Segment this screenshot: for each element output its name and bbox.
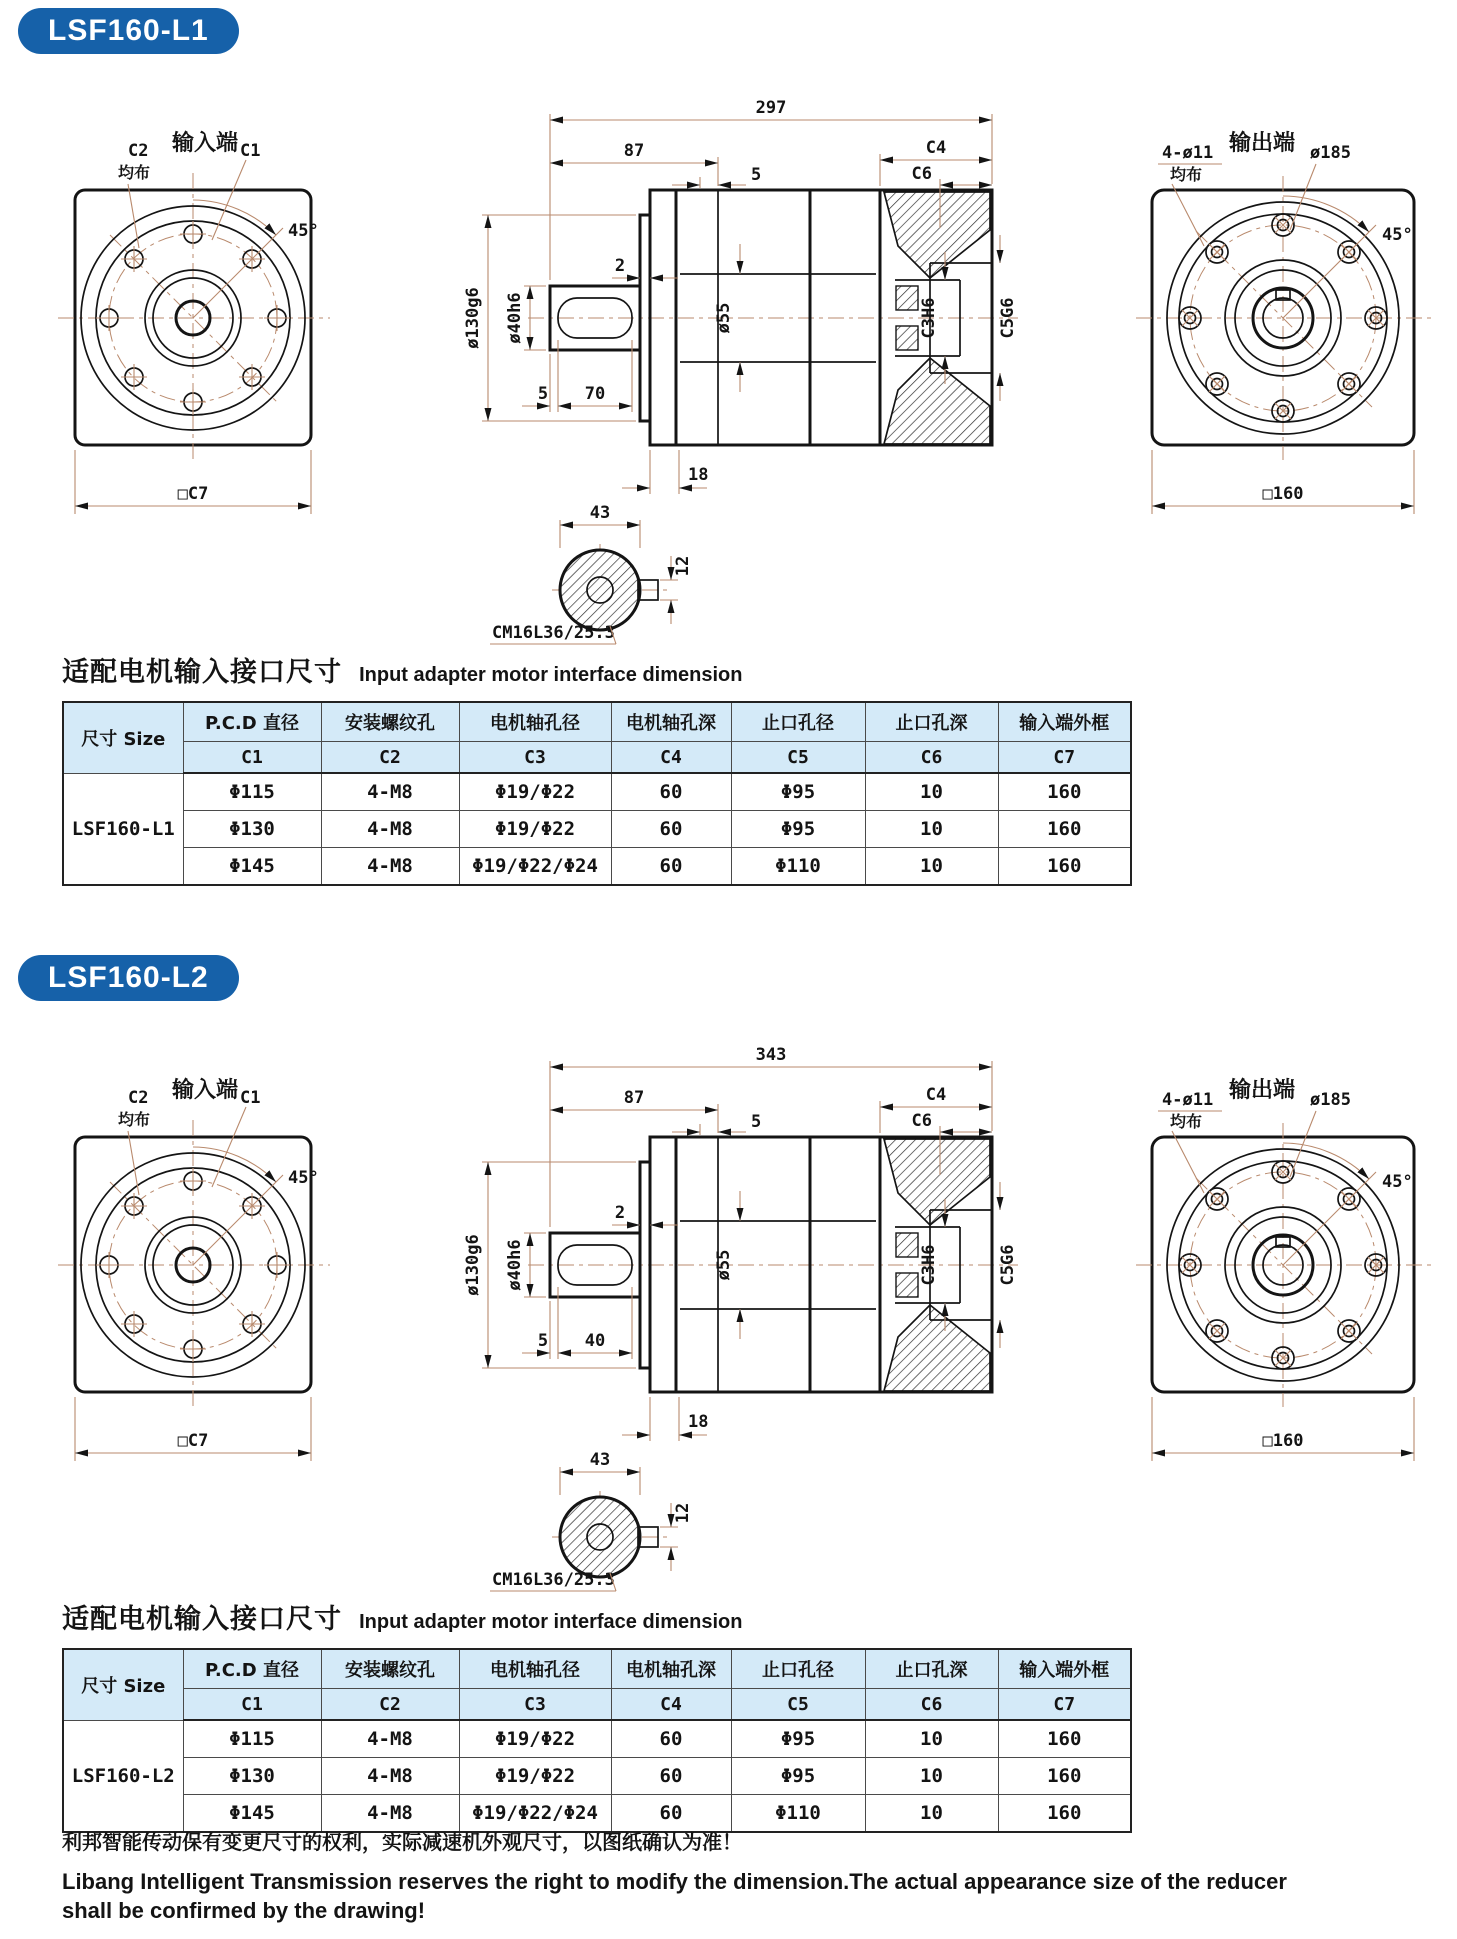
table-cell: Φ95: [731, 773, 865, 811]
table-cell: Φ95: [731, 1758, 865, 1795]
dia-130g6-dim: ø130g6: [463, 1234, 483, 1296]
disclaimer-cn: 利邦智能传动保有变更尺寸的权利，实际减速机外观尺寸，以图纸确认为准！: [62, 1830, 742, 1854]
row-label: LSF160-L2: [63, 1720, 183, 1832]
output-end-title: 输出端: [1228, 131, 1296, 156]
dia-55-dim: ø55: [714, 1249, 734, 1281]
header-col: 输入端外框: [998, 702, 1131, 742]
header-col: 止口孔径: [731, 702, 865, 742]
input-end-view: [58, 130, 330, 514]
dim-5-key: 5: [537, 1331, 549, 1351]
dim-87: 87: [623, 141, 645, 161]
table-cell: 60: [611, 1720, 731, 1758]
header-col: 安装螺纹孔: [321, 1649, 459, 1689]
row-label: LSF160-L1: [63, 773, 183, 885]
header-code: C5: [731, 1689, 865, 1721]
dia-40h6-dim: ø40h6: [505, 1239, 525, 1291]
table-cell: 4-M8: [321, 1795, 459, 1833]
table-cell: Φ145: [183, 1795, 321, 1833]
header-col: 电机轴孔深: [611, 1649, 731, 1689]
engineering-drawing: [0, 78, 1457, 648]
table-cell: Φ19/Φ22: [459, 1720, 611, 1758]
table-cell: Φ110: [731, 1795, 865, 1833]
output-holes-label: 4-ø11: [1162, 143, 1214, 163]
output-pcd-label: ø185: [1310, 143, 1351, 163]
output-end-view: [1136, 1077, 1432, 1461]
model-badge: LSF160-L1: [18, 8, 239, 54]
table-cell: Φ19/Φ22: [459, 1758, 611, 1795]
box-c7-dim: □C7: [177, 484, 209, 504]
table-cell: Φ110: [731, 848, 865, 886]
table-cell: 60: [611, 848, 731, 886]
dia-40h6-dim: ø40h6: [505, 292, 525, 344]
output-angle-label: 45°: [1382, 225, 1413, 245]
table-cell: 160: [998, 773, 1131, 811]
table-cell: 160: [998, 1795, 1131, 1833]
table-cell: Φ19/Φ22: [459, 773, 611, 811]
header-col: 止口孔深: [865, 1649, 998, 1689]
header-col: 电机轴孔径: [459, 1649, 611, 1689]
table-cell: Φ19/Φ22: [459, 811, 611, 848]
spec-table-section: [62, 650, 1130, 886]
header-code: C1: [183, 1689, 321, 1721]
header-col: 止口孔深: [865, 702, 998, 742]
table-row: [63, 1720, 1131, 1758]
model-badge: LSF160-L2: [18, 955, 239, 1001]
c5-bore-dim: C5G6: [998, 1244, 1018, 1286]
table-row: [63, 811, 1131, 848]
c2-sub-label: 均布: [118, 163, 151, 182]
c4-dim: C4: [925, 138, 947, 158]
table-title-en: Input adapter motor interface dimension: [359, 1611, 743, 1633]
table-cell: 10: [865, 773, 998, 811]
table-cell: 4-M8: [321, 1758, 459, 1795]
header-col: 安装螺纹孔: [321, 702, 459, 742]
c6-dim: C6: [911, 1111, 932, 1131]
output-angle-label: 45°: [1382, 1172, 1413, 1192]
dim-2: 2: [614, 1203, 626, 1223]
dim-12: 12: [673, 555, 693, 577]
header-col: 止口孔径: [731, 1649, 865, 1689]
header-code: C6: [865, 742, 998, 774]
side-section-view: [463, 98, 1018, 494]
model-section: [0, 0, 1457, 947]
header-code: C3: [459, 742, 611, 774]
table-title-cn: 适配电机输入接口尺寸: [62, 1604, 342, 1635]
c3-bore-dim: C3H6: [919, 1244, 939, 1286]
table-cell: Φ145: [183, 848, 321, 886]
dim-5-face: 5: [751, 1112, 762, 1132]
output-holes-label: 4-ø11: [1162, 1090, 1214, 1110]
input-angle-label: 45°: [288, 221, 319, 241]
table-cell: Φ115: [183, 773, 321, 811]
key-length-dim: 70: [584, 384, 606, 404]
side-section-view: [463, 1045, 1018, 1441]
header-code: C2: [321, 742, 459, 774]
c6-dim: C6: [911, 164, 932, 184]
table-row: [63, 773, 1131, 811]
c4-dim: C4: [925, 1085, 947, 1105]
dim-87: 87: [623, 1088, 645, 1108]
table-cell: Φ95: [731, 1720, 865, 1758]
table-cell: 10: [865, 848, 998, 886]
header-col: 输入端外框: [998, 1649, 1131, 1689]
header-col: 电机轴孔深: [611, 702, 731, 742]
disclaimer-en-line1: Libang Intelligent Transmission reserves the right to modify the dimension.The actual appearance size of the reducer: [62, 1869, 1287, 1894]
header-code: C5: [731, 742, 865, 774]
dim-43: 43: [589, 503, 611, 523]
dim-43: 43: [589, 1450, 611, 1470]
table-header-row: [63, 1649, 1131, 1689]
table-cell: Φ130: [183, 811, 321, 848]
model-section: [0, 947, 1457, 1894]
engineering-drawing: [0, 1025, 1457, 1595]
header-col: 电机轴孔径: [459, 702, 611, 742]
table-cell: 160: [998, 848, 1131, 886]
table-cell: 4-M8: [321, 811, 459, 848]
dim-2: 2: [614, 256, 626, 276]
table-cell: 10: [865, 1758, 998, 1795]
shaft-detail-view: [490, 503, 693, 644]
header-code: C1: [183, 742, 321, 774]
table-cell: Φ19/Φ22/Φ24: [459, 848, 611, 886]
header-code: C4: [611, 1689, 731, 1721]
table-cell: 10: [865, 1795, 998, 1833]
c5-bore-dim: C5G6: [998, 297, 1018, 339]
table-cell: 60: [611, 811, 731, 848]
c2-sub-label: 均布: [118, 1110, 151, 1129]
disclaimer: [62, 1826, 1407, 1925]
table-cell: 60: [611, 773, 731, 811]
box-160-dim: □160: [1262, 484, 1304, 504]
output-end-view: [1136, 130, 1432, 514]
header-code: C6: [865, 1689, 998, 1721]
key-spec-label: CM16L36/25.3: [492, 623, 615, 643]
header-col: P.C.D 直径: [183, 1649, 321, 1689]
c2-label: C2: [128, 1088, 149, 1108]
spec-table: [62, 1648, 1132, 1833]
header-size: 尺寸 Size: [63, 1649, 183, 1720]
dim-12: 12: [673, 1502, 693, 1524]
dia-130g6-dim: ø130g6: [463, 287, 483, 349]
shaft-cross-section: [560, 1497, 640, 1577]
table-cell: Φ19/Φ22/Φ24: [459, 1795, 611, 1833]
input-end-title: 输入端: [171, 1078, 239, 1103]
table-cell: 160: [998, 1758, 1131, 1795]
input-end-view: [58, 1077, 330, 1461]
output-pcd-label: ø185: [1310, 1090, 1351, 1110]
spec-table-section: [62, 1597, 1130, 1833]
table-cell: Φ115: [183, 1720, 321, 1758]
table-code-row: [63, 1689, 1131, 1721]
box-160-dim: □160: [1262, 1431, 1304, 1451]
dim-18: 18: [688, 465, 709, 485]
table-cell: 160: [998, 811, 1131, 848]
table-cell: 4-M8: [321, 773, 459, 811]
disclaimer-en-line2: shall be confirmed by the drawing!: [62, 1898, 426, 1924]
header-code: C7: [998, 742, 1131, 774]
header-col: P.C.D 直径: [183, 702, 321, 742]
table-row: [63, 848, 1131, 886]
total-length-dim: 343: [755, 1045, 787, 1065]
table-cell: 160: [998, 1720, 1131, 1758]
table-code-row: [63, 742, 1131, 774]
table-title-en: Input adapter motor interface dimension: [359, 664, 743, 686]
table-title: [62, 1597, 1130, 1636]
spec-table: [62, 701, 1132, 886]
input-end-title: 输入端: [171, 131, 239, 156]
dia-55-dim: ø55: [714, 302, 734, 334]
table-cell: 60: [611, 1795, 731, 1833]
box-c7-dim: □C7: [177, 1431, 209, 1451]
input-angle-label: 45°: [288, 1168, 319, 1188]
output-end-title: 输出端: [1228, 1078, 1296, 1103]
table-cell: 4-M8: [321, 848, 459, 886]
table-cell: 10: [865, 811, 998, 848]
key-length-dim: 40: [584, 1331, 606, 1351]
header-code: C3: [459, 1689, 611, 1721]
shaft-detail-view: [490, 1450, 693, 1591]
c3-bore-dim: C3H6: [919, 297, 939, 339]
table-cell: 4-M8: [321, 1720, 459, 1758]
c1-label: C1: [240, 1088, 261, 1108]
table-title: [62, 650, 1130, 689]
c1-label: C1: [240, 141, 261, 161]
header-code: C2: [321, 1689, 459, 1721]
header-code: C7: [998, 1689, 1131, 1721]
table-row: [63, 1758, 1131, 1795]
dim-5-key: 5: [537, 384, 549, 404]
total-length-dim: 297: [755, 98, 787, 118]
header-code: C4: [611, 742, 731, 774]
dim-5-face: 5: [751, 165, 762, 185]
table-cell: Φ130: [183, 1758, 321, 1795]
header-size: 尺寸 Size: [63, 702, 183, 773]
dim-18: 18: [688, 1412, 709, 1432]
table-cell: 60: [611, 1758, 731, 1795]
key-spec-label: CM16L36/25.3: [492, 1570, 615, 1590]
shaft-cross-section: [560, 550, 640, 630]
output-holes-sub: 均布: [1170, 1112, 1203, 1131]
output-holes-sub: 均布: [1170, 165, 1203, 184]
table-header-row: [63, 702, 1131, 742]
c2-label: C2: [128, 141, 149, 161]
table-cell: 10: [865, 1720, 998, 1758]
table-cell: Φ95: [731, 811, 865, 848]
table-title-cn: 适配电机输入接口尺寸: [62, 657, 342, 688]
